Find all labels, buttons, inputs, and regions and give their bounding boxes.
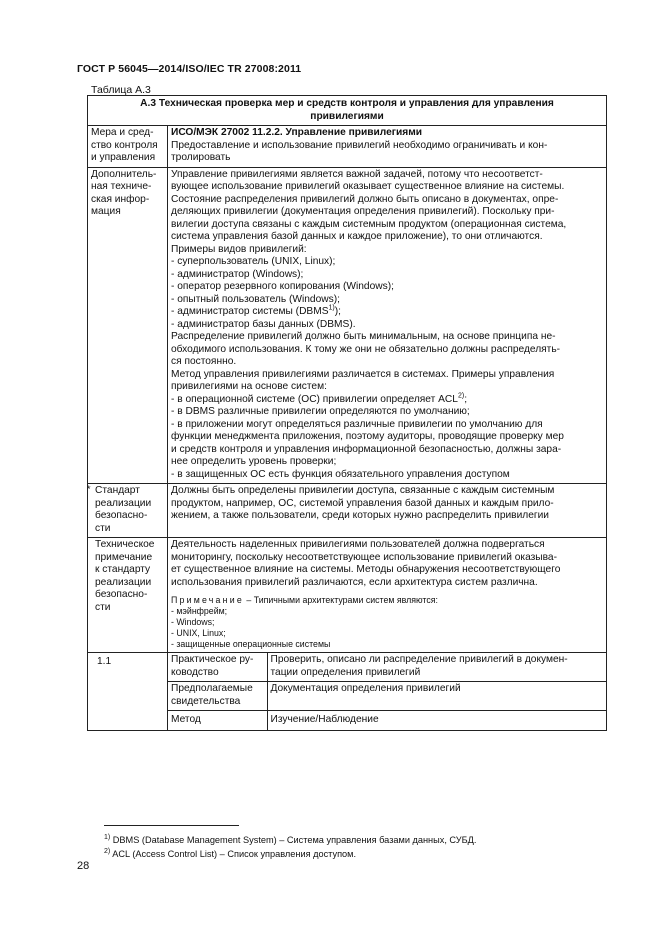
note-item: - мэйнфрейм; (171, 606, 228, 616)
additional-info-row (88, 167, 607, 484)
footnote-marker: 1) (104, 833, 111, 841)
practical-guide-row (168, 653, 606, 682)
technical-note-content (168, 538, 607, 653)
standard-label-line: реализации (95, 497, 152, 509)
additional-line: Управление привилегиями является важной задачей, потому что несоответст- (171, 168, 543, 180)
additional-line: система управления базой данных и каждое приложение), то они отличаются. (171, 231, 543, 242)
note-rest: – Типичными архитектурами систем являются: (243, 595, 438, 605)
table-title (88, 96, 607, 126)
additional-line: и средств контроля и управления информационной безопасностью, должны зара- (171, 443, 562, 455)
additional-info-content (168, 167, 607, 484)
method-label (168, 711, 267, 730)
additional-line: - администратор базы данных (DBMS). (171, 318, 356, 330)
technical-label-line: примечание (95, 551, 153, 563)
additional-line: привилегиями на основе систем: (171, 381, 327, 392)
practical-label-line: Практическое ру- (171, 654, 254, 665)
acl-line (171, 394, 603, 407)
practical-label-line: ководство (171, 666, 219, 678)
note-item: - защищенные операционные системы (171, 639, 331, 649)
additional-line: - опытный пользователь (Windows); (171, 293, 340, 305)
additional-line: ся постоянно. (171, 356, 237, 367)
additional-line: Примеры видов привилегий: (171, 243, 307, 255)
technical-label-line: реализации (95, 576, 152, 588)
document-header: ГОСТ Р 56045—2014/ISO/IEC TR 27008:2011 (77, 63, 302, 75)
privilege-management-table (87, 95, 607, 731)
technical-note-label (88, 538, 168, 653)
dbms-line (171, 306, 603, 319)
measure-label-line: и управления (91, 152, 156, 163)
additional-line: Метод управления привилегиями различается в системах. Примеры управления (171, 368, 555, 380)
footnote-text: DBMS (Database Management System) – Система управления базами данных, СУБД. (112, 835, 477, 845)
measure-label-line: ство контроля (91, 139, 158, 151)
note-word: Примечание (171, 595, 244, 605)
method-text: Изучение/Наблюдение (270, 714, 379, 725)
additional-label-line: ная техниче- (91, 181, 152, 192)
item-1-1-row (88, 653, 607, 731)
item-1-1-table (168, 653, 606, 730)
standard-row (88, 484, 607, 538)
additional-line: - администратор (Windows); (171, 268, 304, 280)
measure-heading: ИСО/МЭК 27002 11.2.2. Управление привилегиями (171, 127, 422, 138)
measure-label-line: Мера и сред- (91, 127, 154, 138)
practical-line: Проверить, описано ли распределение привилегий в докумен- (270, 654, 568, 665)
practical-label (168, 653, 267, 682)
technical-line: мониторингу, поскольку несоответствующее использование привилегий оказыва- (171, 551, 557, 563)
additional-line: Состояние распределения привилегий должно быть описано в документах, опре- (171, 193, 559, 205)
standard-label-line: Стандарт (95, 485, 140, 496)
measure-line: Предоставление и использование привилегий необходимо ограничивать и кон- (171, 139, 548, 151)
technical-line: ет существенное влияние на системы. Методы обнаружения несоответствующего (171, 564, 561, 575)
footnote-marker: 2) (104, 847, 111, 855)
additional-line: - в приложении могут определяться различные привилегии по умолчанию для (171, 418, 543, 430)
footnote-ref-1: 1) (328, 304, 335, 312)
measure-line: тролировать (171, 152, 231, 163)
measure-row (88, 126, 607, 168)
additional-line: нее определить уровень проверки; (171, 456, 337, 467)
standard-label (88, 484, 168, 538)
additional-line: функции менеджмента приложения, поэтому аудиторы, проводящие проверку мер (171, 431, 564, 442)
additional-line: - в DBMS различные привилегии определяются по умолчанию; (171, 406, 470, 417)
footnote-text: ACL (Access Control List) – Список управления доступом. (112, 849, 357, 859)
additional-line: Распределение привилегий должно быть минимальным, на основе принципа не- (171, 331, 556, 342)
additional-line: деляющих привилегии (документация определения привилегий). Поскольку при- (171, 206, 555, 217)
note-item: - Windows; (171, 617, 215, 627)
additional-line: обходимого использования. К тому же они не обязательно должны распределять- (171, 343, 561, 355)
standard-line: Должны быть определены привилегии доступа, связанные с каждым системным (171, 485, 555, 496)
measure-label (88, 126, 168, 168)
technical-line: использования привилегий различаются, если архитектура систем различна. (171, 576, 538, 588)
standard-line: жением, а также пользователи, среди которых нужно распределить привилегии (171, 510, 549, 521)
item-1-1-details (168, 653, 607, 731)
note-item: - UNIX, Linux; (171, 628, 226, 638)
evidence-label-line: Предполагаемые (171, 683, 253, 694)
table-title-line: привилегиями (310, 110, 384, 122)
technical-line: Деятельность наделенных привилегиями пользователей должна подвергаться (171, 539, 545, 550)
footnote-separator (104, 825, 239, 826)
standard-line: продуктом, например, ОС, системой управления базой данных и каждым прило- (171, 497, 554, 509)
table-title-row (88, 96, 607, 126)
footnote-2 (104, 849, 356, 860)
footnote-1 (104, 835, 476, 846)
method-row (168, 711, 606, 730)
evidence-content (267, 682, 606, 711)
standard-label-line: безопасно- (95, 510, 148, 521)
evidence-label-line: свидетельства (171, 695, 241, 707)
table-title-line: А.3 Техническая проверка мер и средств контроля и управления для управления (140, 98, 554, 109)
technical-label-line: к стандарту (95, 564, 151, 575)
technical-label-line: безопасно- (95, 589, 148, 600)
practical-line: тации определения привилегий (270, 666, 421, 678)
additional-label-line: ская инфор- (91, 193, 150, 205)
additional-line: - оператор резервного копирования (Windows); (171, 281, 394, 292)
acl-tail: ; (464, 393, 468, 405)
page-number: 28 (77, 860, 90, 872)
additional-line: вилегии доступа связаны с каждым системным продуктом (операционная система, (171, 218, 567, 230)
evidence-row (168, 682, 606, 711)
practical-content (267, 653, 606, 682)
item-number-text: 1.1 (97, 656, 112, 667)
note-heading (171, 595, 603, 606)
additional-info-label (88, 167, 168, 484)
standard-content (168, 484, 607, 538)
dbms-text: - администратор системы (DBMS (171, 306, 329, 317)
technical-label-line: Техническое (95, 539, 155, 550)
additional-line: - в защищенных ОС есть функция обязательного управления доступом (171, 468, 510, 480)
evidence-label (168, 682, 267, 711)
standard-marker: * (87, 484, 91, 494)
technical-note-row (88, 538, 607, 653)
evidence-text: Документация определения привилегий (270, 683, 461, 694)
standard-label-line: сти (95, 522, 111, 534)
item-number (88, 653, 168, 731)
technical-label-line: сти (95, 601, 111, 613)
additional-line: вующее использование привилегий оказывает существенное влияние на системы. (171, 181, 565, 192)
method-content (267, 711, 606, 730)
measure-content (168, 126, 607, 168)
table-name: Таблица А.3 (91, 84, 151, 96)
method-label-text: Метод (171, 714, 201, 725)
footnote-ref-2: 2) (457, 392, 465, 400)
additional-label-line: мация (91, 206, 121, 217)
additional-line: - суперпользователь (UNIX, Linux); (171, 256, 336, 267)
acl-text: - в операционной системе (ОС) привилегии определяет ACL (171, 393, 458, 405)
dbms-tail: ); (334, 306, 341, 317)
additional-label-line: Дополнитель- (91, 168, 157, 180)
